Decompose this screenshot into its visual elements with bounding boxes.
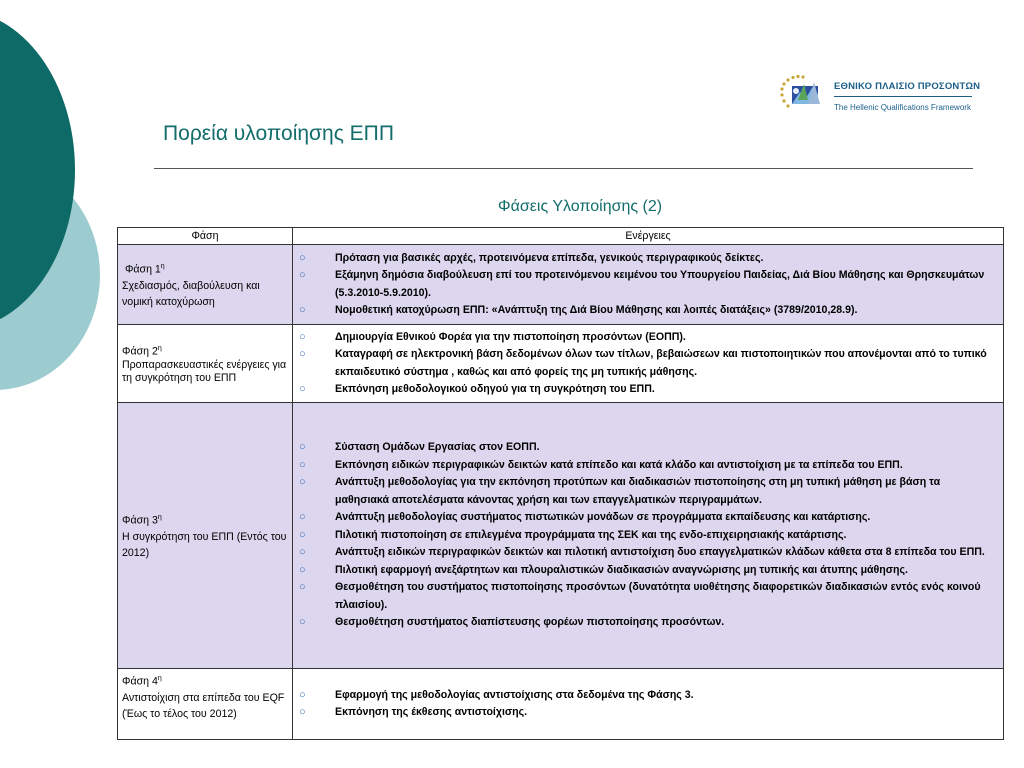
phase-description: Αντιστοίχιση στα επίπεδα του EQF (Έως το τέλος του 2012)	[122, 691, 285, 720]
list-item: ○ Καταγραφή σε ηλεκτρονική βάση δεδομένων όλων των τίτλων, βεβαιώσεων και πιστοποιητικών που απονέμονται από το τυπικό εκπαιδευτικό σύστημα , καθώς και από φορείς της μη τυπικής μάθησης.	[299, 348, 987, 378]
circle-bullet-icon: ○	[299, 581, 306, 594]
table-row-phase-4	[118, 669, 1004, 740]
list-item: ○ Πρόταση για βασικές αρχές, προτεινόμενα επίπεδα, γενικούς περιγραφικούς δείκτες.	[293, 250, 1003, 268]
list-item: ○ Ανάπτυξη ειδικών περιγραφικών δεικτών και πιλοτική αντιστοίχιση δυο επαγγελματικών κλάδων κάθετα στα 8 επίπεδα του ΕΠΠ.	[293, 544, 1003, 562]
list-item: ○ Εκπόνηση ειδικών περιγραφικών δεικτών κατά επίπεδο και κατά κλάδο και αντιστοίχιση με τα επίπεδα του ΕΠΠ.	[293, 457, 1003, 475]
phase-name: Φάση $3^\eta$	[122, 514, 162, 527]
actions-list	[293, 329, 1003, 399]
actions-cell	[293, 669, 1004, 740]
page-title: Πορεία υλοποίησης ΕΠΠ	[163, 122, 394, 145]
phase-name: Φάση $1^\eta$	[124, 263, 165, 276]
title-divider	[154, 168, 973, 169]
list-item: ○ Εφαρμογή της μεθοδολογίας αντιστοίχισης στα δεδομένα της Φάσης 3.	[293, 687, 1003, 705]
circle-bullet-icon: ○	[299, 528, 306, 541]
list-item: ○ Εκπόνηση της έκθεσης αντιστοίχισης.	[293, 704, 1003, 722]
circle-bullet-icon: ○	[299, 348, 306, 360]
list-item: ○ Θεσμοθέτηση του συστήματος πιστοποίησης προσόντων (δυνατότητα υιοθέτησης διαφορετικών διαδικασιών εντός ενός κοινού πλαισίου).	[299, 581, 981, 611]
circle-bullet-icon: ○	[299, 251, 306, 264]
circle-bullet-icon: ○	[299, 563, 306, 576]
actions-list	[293, 687, 1003, 722]
logo-title-english: The Hellenic Qualifications Framework	[834, 103, 971, 112]
phase-description: Προπαρασκευαστικές ενέργειες για τη συγκρότηση του ΕΠΠ	[122, 358, 287, 384]
list-item: ○ Ανάπτυξη μεθοδολογίας συστήματος πιστωτικών μονάδων σε προγράμματα εκπαίδευσης και κατάρτισης.	[293, 509, 1003, 527]
phase-cell	[118, 325, 293, 403]
phases-table	[117, 227, 1004, 740]
phase-cell	[118, 669, 293, 740]
table-row-phase-2	[118, 325, 1004, 403]
actions-cell	[293, 403, 1004, 669]
phase-description: Σχεδιασμός, διαβούλευση και νομική κατοχύρωση	[122, 279, 260, 308]
list-item: ○ Δημιουργία Εθνικού Φορέα για την πιστοποίηση προσόντων (ΕΟΠΠ).	[293, 329, 1003, 347]
circle-bullet-icon: ○	[299, 441, 306, 454]
phase-name: Φάση $4^\eta$	[122, 675, 162, 688]
phase-description: Η συγκρότηση του ΕΠΠ (Εντός του 2012)	[122, 530, 287, 559]
circle-bullet-icon: ○	[299, 304, 306, 316]
circle-bullet-icon: ○	[299, 706, 306, 718]
circle-bullet-icon: ○	[299, 476, 306, 489]
table-title: Φάσεις Υλοποίησης (2)	[497, 198, 663, 215]
logo-title-greek: ΕΘΝΙΚΟ ΠΛΑΙΣΙΟ ΠΡΟΣΟΝΤΩΝ	[834, 81, 981, 92]
logo-divider	[834, 96, 972, 97]
hqf-logo-icon	[778, 74, 830, 114]
list-item: ○ Πιλοτική εφαρμογή ανεξάρτητων και πλουραλιστικών διαδικασιών αναγνώρισης μη τυπικής και άτυπης μάθησης.	[293, 562, 1003, 580]
circle-bullet-icon: ○	[299, 330, 306, 343]
list-item: ○ Ανάπτυξη μεθοδολογίας για την εκπόνηση προτύπων και διαδικασιών πιστοποίησης στη μη τυπική μάθηση με βάση τα μαθησιακά αποτελέσματα κάνοντας χρήση και των επαγγελματικών περιγραμμάτων.	[299, 476, 941, 506]
circle-bullet-icon: ○	[299, 511, 306, 524]
circle-bullet-icon: ○	[299, 458, 306, 471]
actions-cell	[293, 245, 1004, 325]
phase-name: Φάση $2^\eta$	[122, 345, 162, 358]
actions-list	[293, 439, 1003, 632]
phase-cell	[118, 245, 293, 325]
hqf-logo	[778, 72, 981, 118]
circle-bullet-icon: ○	[299, 616, 306, 629]
column-header-actions: Ενέργειες	[293, 228, 1004, 245]
list-item: ○ Εξάμηνη δημόσια διαβούλευση επί του προτεινόμενου κειμένου του Υπουργείου Παιδείας, Διά Βίου Μάθησης και Θρησκευμάτων (5.3.2010-5.9.2010).	[299, 269, 985, 299]
circle-bullet-icon: ○	[299, 546, 306, 559]
list-item: ○ Θεσμοθέτηση συστήματος διαπίστευσης φορέων πιστοποίησης προσόντων.	[293, 614, 1003, 632]
table-row-phase-3	[118, 403, 1004, 669]
circle-bullet-icon: ○	[299, 383, 306, 395]
list-item: ○ Νομοθετική κατοχύρωση ΕΠΠ: «Ανάπτυξη της Διά Βίου Μάθησης και λοιπές διατάξεις» (3789/2010,28.9).	[293, 302, 1003, 320]
actions-cell	[293, 325, 1004, 403]
table-row-phase-1	[118, 245, 1004, 325]
list-item: ○ Εκπόνηση μεθοδολογικού οδηγού για τη συγκρότηση του ΕΠΠ.	[293, 381, 1003, 399]
actions-list	[293, 250, 1003, 320]
list-item: ○ Πιλοτική πιστοποίηση σε επιλεγμένα προγράμματα της ΣΕΚ και της ενδο-επιχειρησιακής κατάρτισης.	[293, 527, 1003, 545]
column-header-phase: Φάση	[118, 228, 293, 245]
list-item: ○ Σύσταση Ομάδων Εργασίας στον ΕΟΠΠ.	[293, 439, 1003, 457]
circle-bullet-icon: ○	[299, 269, 306, 281]
table-header-row	[118, 228, 1004, 245]
phase-cell	[118, 403, 293, 669]
circle-bullet-icon: ○	[299, 688, 306, 701]
